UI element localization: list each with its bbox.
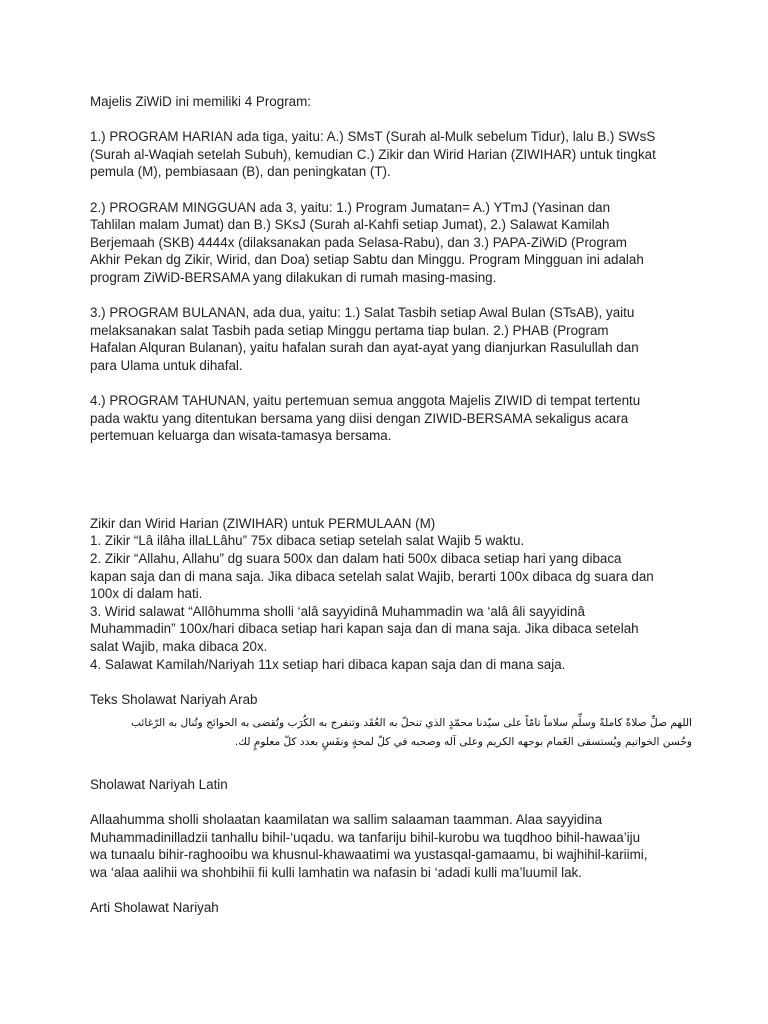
text-line: 2.) PROGRAM MINGGUAN ada 3, yaitu: 1.) Program Jumatan= A.) YTmJ (Yasinan dan [90,199,611,215]
text-line: Berjemaah (SKB) 4444x (dilaksanakan pada Selasa-Rabu), dan 3.) PAPA-ZiWiD (Program [90,234,627,250]
program-tahunan-paragraph [90,392,690,445]
text-line: (Surah al-Waqiah setelah Subuh), kemudian C.) Zikir dan Wirid Harian (ZIWIHAR) untuk tingkat [90,146,656,162]
list-item: 1. Zikir “Lâ ilâha illaLLâhu” 75x dibaca setiap setelah salat Wajib 5 waktu. [90,533,525,549]
text-line: Allaahumma sholli sholaatan kaamilatan wa sallim salaaman taamman. Alaa sayyidina [90,812,603,828]
text-line: pemula (M), pembiasaan (B), dan peningkatan (T). [90,164,391,180]
list-item: 4. Salawat Kamilah/Nariyah 11x setiap hari dibaca kapan saja dan di mana saja. [90,656,566,672]
program-bulanan-paragraph [90,304,690,374]
arabic-line: وحُسن الخواتيم ويُستسقى الغَمام بوجهه الكريم وعلى آله وصحبه في كلّ لمحةٍ ونفَسٍ بعدد كلّ معلومٍ لك. [234,736,692,749]
text-line: kapan saja dan di mana saja. Jika dibaca setelah salat Wajib, berarti 100x dibaca dg suara dan [90,568,654,584]
text-line: Hafalan Alquran Bulanan), yaitu hafalan surah dan ayat-ayat yang dianjurkan Rasulullah dan [90,340,639,356]
text-line: para Ulama untuk dihafal. [90,357,243,373]
program-mingguan-paragraph [90,199,690,287]
latin-text-block [90,811,690,881]
document-body [90,93,690,917]
text-line: melaksanakan salat Tasbih pada setiap Minggu pertama tiap bulan. 2.) PHAB (Program [90,322,609,338]
program-harian-paragraph [90,128,690,181]
text-line: program ZiWiD-BERSAMA yang dilakukan di rumah masing-masing. [90,269,497,285]
zikir-section [90,515,690,673]
text-line: 100x di dalam hati. [90,586,203,602]
text-line: pertemuan keluarga dan wisata-tamasya bersama. [90,428,392,444]
section-heading: Zikir dan Wirid Harian (ZIWIHAR) untuk PERMULAAN (M) [90,515,436,531]
intro-line: Majelis ZiWiD ini memiliki 4 Program: [90,94,311,109]
text-line: pada waktu yang ditentukan bersama yang diisi dengan ZIWID-BERSAMA sekaligus acara [90,410,629,426]
list-item: 2. Zikir “Allahu, Allahu” dg suara 500x dan dalam hati 500x dibaca setiap hari yang dibaca [90,551,622,567]
arabic-line: اللهم صلِّ صلاةً كاملةً وسلِّم سلاماً تامّاً على سيّدنا محمّدٍ الذي تنحلّ به العُقَد وتنفرج به الكُرَب وتُقضى به الحوائج وتُنال به الرّغائب [131,717,692,730]
arabic-text-block [66,714,692,752]
text-line: wa tunaalu bihir-raghooibu wa khusnul-khawaatimi wa yustasqal-gamaamu, bi wajhihil-kariimi, [90,847,648,863]
latin-heading: Sholawat Nariyah Latin [90,777,228,792]
text-line: Tahlilan malam Jumat) dan B.) SKsJ (Surah al-Kahfi setiap Jumat), 2.) Salawat Kamilah [90,217,610,233]
arab-heading: Teks Sholawat Nariyah Arab [90,691,258,707]
text-line: Akhir Pekan dg Zikir, Wirid, dan Doa) setiap Sabtu dan Minggu. Program Mingguan ini adalah [90,252,644,268]
list-item: 3. Wirid salawat “Allôhumma sholli ‘alâ sayyidinâ Muhammadin wa ‘alâ âli sayyidinâ [90,603,585,619]
text-line: salat Wajib, maka dibaca 20x. [90,639,268,655]
text-line: 3.) PROGRAM BULANAN, ada dua, yaitu: 1.) Salat Tasbih setiap Awal Bulan (STsAB), yaitu [90,305,635,321]
text-line: wa ‘alaa aalihii wa shohbihii fii kulli lamhatin wa nafasin bi ‘adadi kulli ma’luumil lak. [90,864,582,880]
text-line: Muhammadinilladzii tanhallu bihil-‘uqadu. wa tanfariju bihil-kurobu wa tuqdhoo bihil-hawaa’iju [90,829,641,845]
text-line: 4.) PROGRAM TAHUNAN, yaitu pertemuan semua anggota Majelis ZIWID di tempat tertentu [90,393,641,409]
text-line: Muhammadin” 100x/hari dibaca setiap hari kapan saja dan di mana saja. Jika dibaca setelah [90,621,639,637]
text-line: 1.) PROGRAM HARIAN ada tiga, yaitu: A.) SMsT (Surah al-Mulk sebelum Tidur), lalu B.) SWsS [90,129,656,145]
arti-heading: Arti Sholawat Nariyah [90,900,219,916]
